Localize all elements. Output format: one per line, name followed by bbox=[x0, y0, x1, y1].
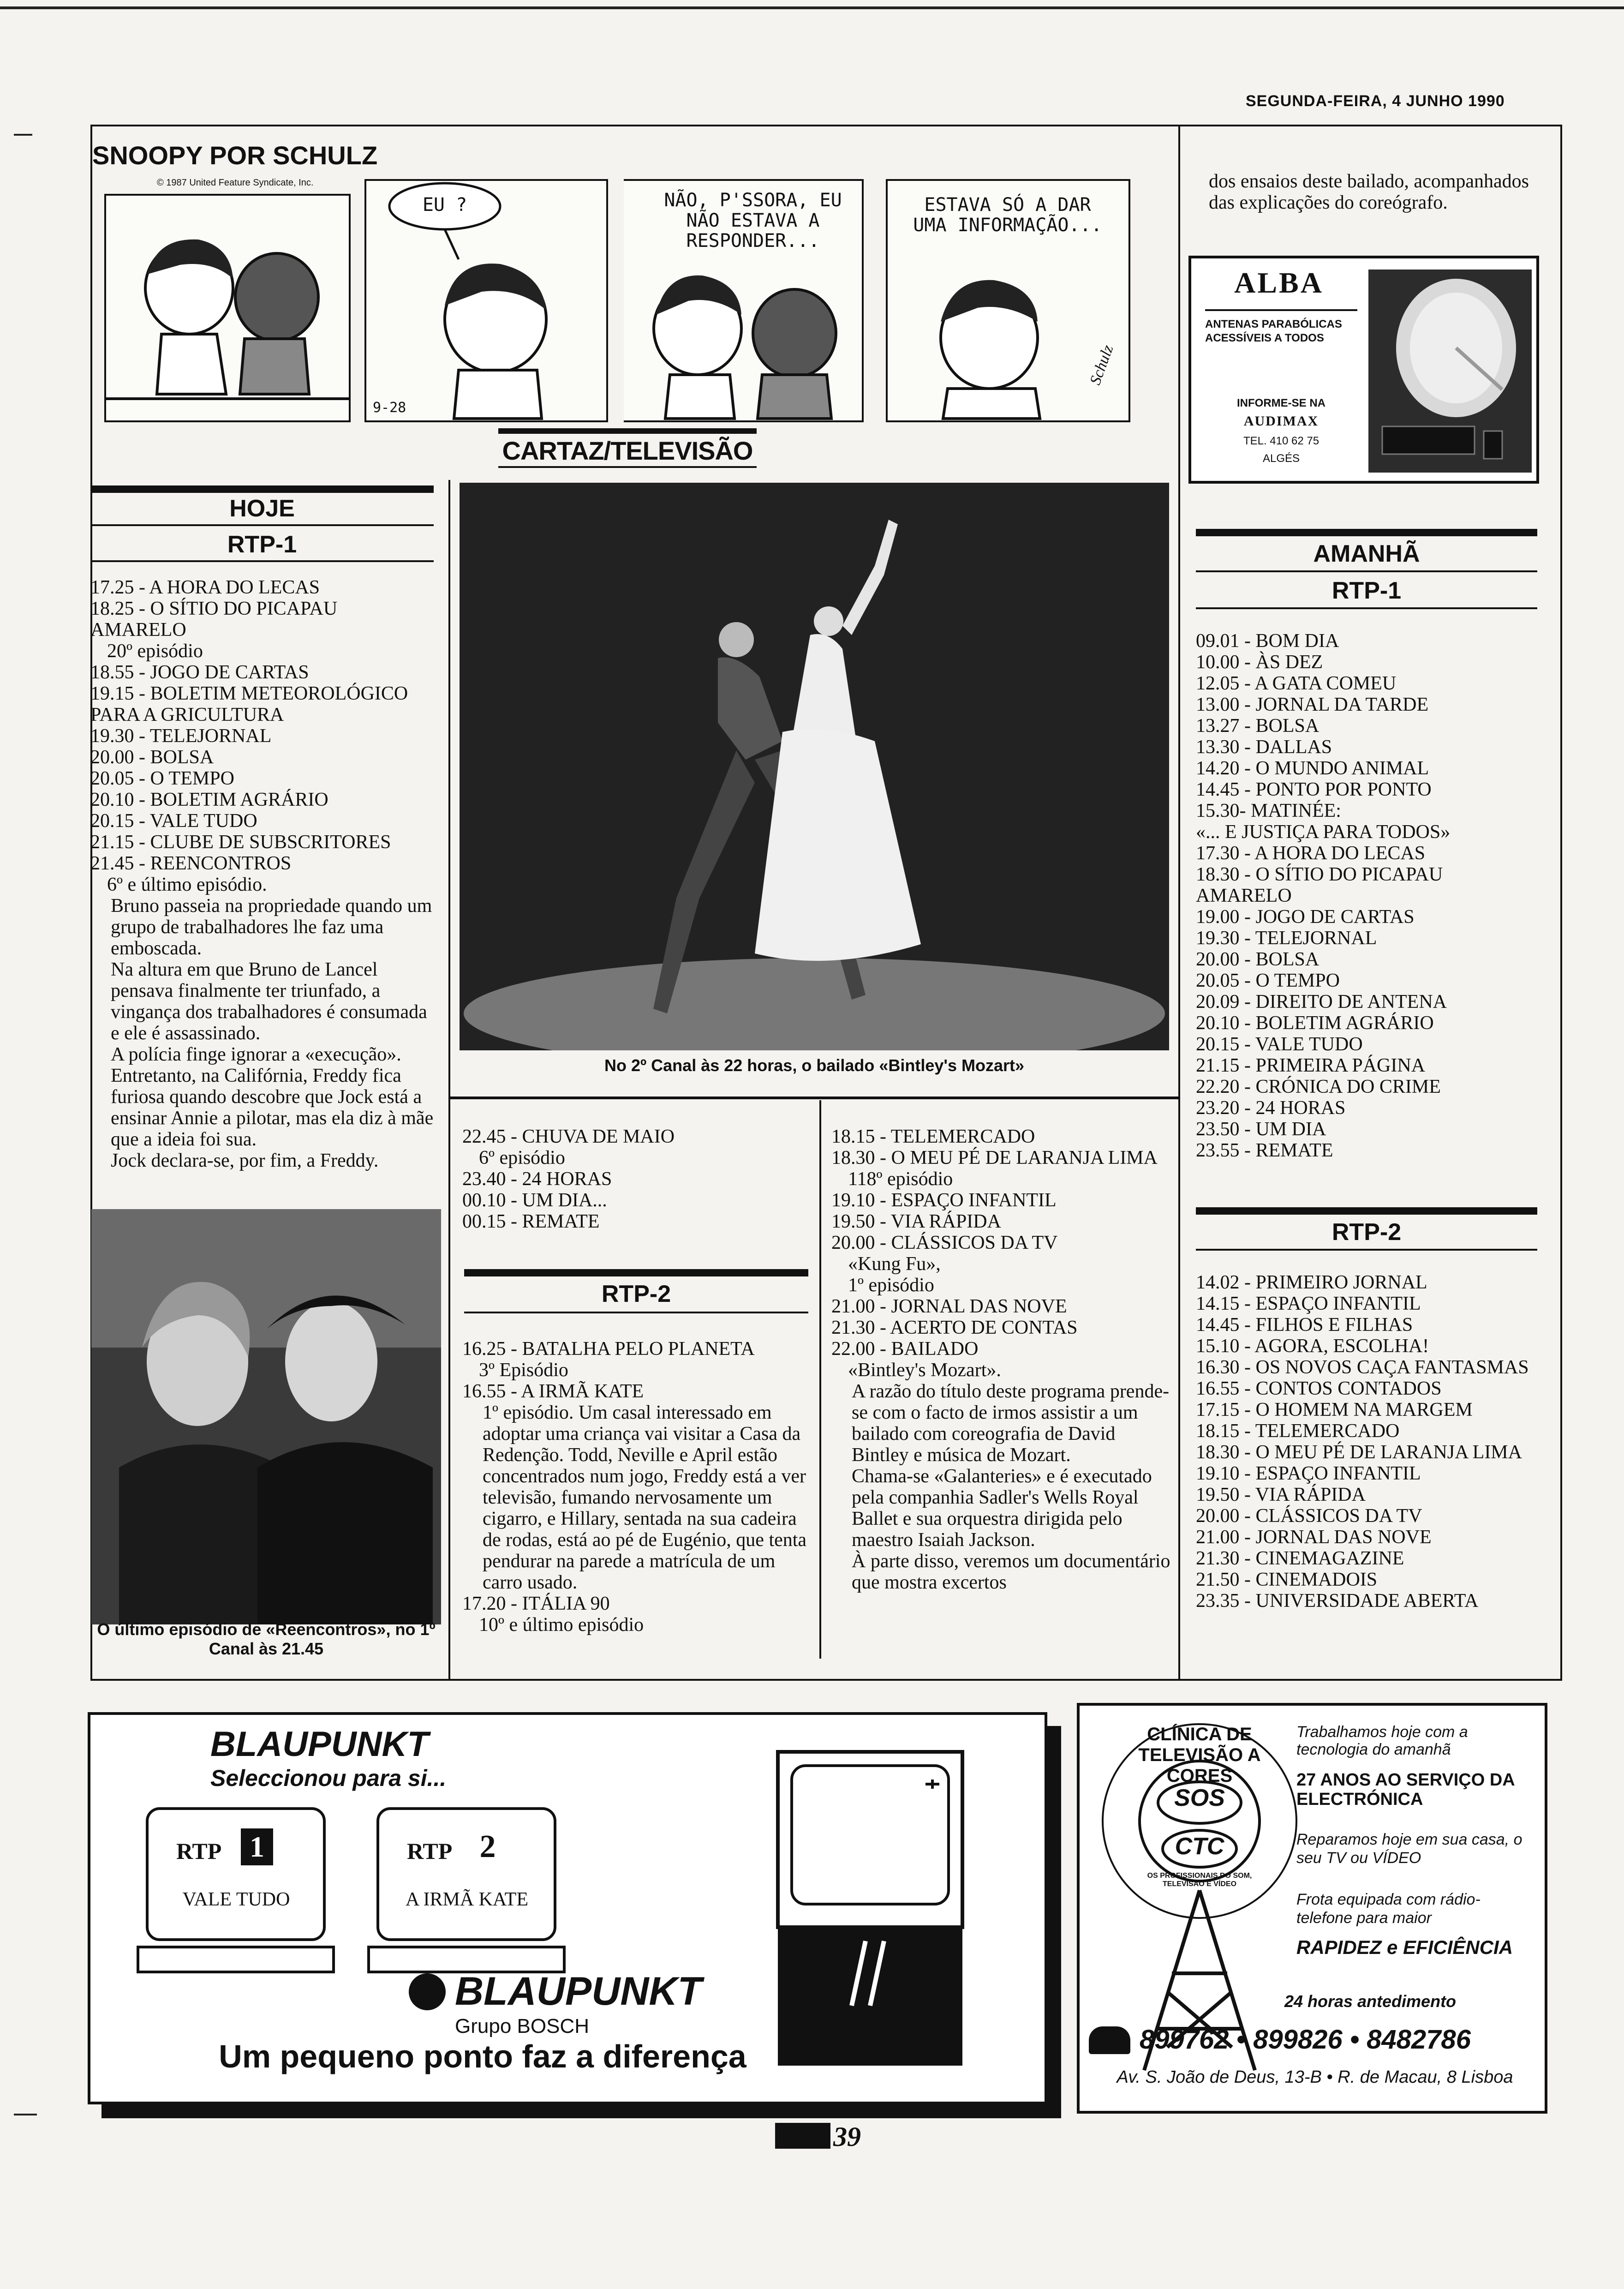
today-rtp1-item: 19.30 - TELEJORNAL bbox=[90, 725, 272, 747]
comic-panel-4-speech: ESTAVA SÓ A DAR UMA INFORMAÇÃO... bbox=[913, 194, 1102, 236]
tomorrow-rtp1-item: 12.05 - A GATA COMEU bbox=[1196, 673, 1397, 694]
tomorrow-rtp1-item: 21.15 - PRIMEIRA PÁGINA bbox=[1196, 1055, 1426, 1076]
telephone-icon bbox=[1089, 2026, 1130, 2054]
sos-line4: Frota equipada com rádio-telefone para maior bbox=[1296, 1891, 1481, 1927]
dl-logo bbox=[775, 2123, 830, 2149]
tomorrow-rtp2-item: 19.50 - VIA RÁPIDA bbox=[1196, 1484, 1366, 1505]
today-rtp2-cont-item: 118º episódio bbox=[848, 1168, 953, 1190]
tomorrow-rtp2-rule bbox=[1196, 1207, 1537, 1215]
tomorrow-rtp2-item: 17.15 - O HOMEM NA MARGEM bbox=[1196, 1399, 1473, 1420]
tv-1-number: 1 bbox=[241, 1828, 273, 1865]
comic-panel-3 bbox=[624, 179, 864, 422]
tomorrow-rtp1-item: 14.20 - O MUNDO ANIMAL bbox=[1196, 758, 1429, 779]
tomorrow-rtp2-item: 14.45 - FILHOS E FILHAS bbox=[1196, 1314, 1413, 1336]
today-rtp2-cont-item: 21.00 - JORNAL DAS NOVE bbox=[831, 1296, 1067, 1317]
today-rtp2-rule-2 bbox=[464, 1312, 808, 1313]
comic-copyright: © 1987 United Feature Syndicate, Inc. bbox=[157, 178, 314, 188]
tomorrow-rule bbox=[1196, 529, 1537, 536]
tv-2-channel: RTP bbox=[407, 1838, 453, 1864]
ballet-photo bbox=[460, 483, 1169, 1050]
today-rtp1-item: A polícia finge ignorar a «execução». bbox=[111, 1044, 401, 1065]
comic-panel-2 bbox=[364, 179, 608, 422]
tomorrow-rtp1-item: 23.55 - REMATE bbox=[1196, 1140, 1333, 1161]
today-rtp1-cont-item: 22.45 - CHUVA DE MAIO bbox=[462, 1126, 675, 1147]
today-rtp1-cont-list bbox=[462, 1126, 813, 1232]
today-rtp1-item: Na altura em que Bruno de Lancel pensava finalmente ter triunfado, a vingança dos trabalhadores é consumada e ele é assassinado. bbox=[111, 959, 427, 1044]
today-rtp1-cont-item: 23.40 - 24 HORAS bbox=[462, 1168, 612, 1190]
tomorrow-rtp2-item: 18.15 - TELEMERCADO bbox=[1196, 1420, 1400, 1442]
tomorrow-rtp1-item: 13.27 - BOLSA bbox=[1196, 715, 1320, 737]
tomorrow-rule-3 bbox=[1196, 607, 1537, 609]
sos-logo-bottom: CTC bbox=[1175, 1833, 1224, 1860]
blaupunkt-brand-bottom: BLAUPUNKT bbox=[455, 1969, 702, 2013]
tomorrow-rtp2-rule-2 bbox=[1196, 1249, 1537, 1251]
today-rtp1-cont-item: 00.15 - REMATE bbox=[462, 1211, 600, 1232]
today-rtp2-item: 3º Episódio bbox=[479, 1360, 568, 1381]
today-divider bbox=[448, 480, 450, 1681]
tomorrow-rtp1-item: 09.01 - BOM DIA bbox=[1196, 630, 1339, 652]
tv-1 bbox=[146, 1807, 326, 1941]
tomorrow-rtp2-item: 21.30 - CINEMAGAZINE bbox=[1196, 1548, 1404, 1569]
today-rtp1-cont-item: 00.10 - UM DIA... bbox=[462, 1190, 607, 1211]
today-rtp2-list bbox=[462, 1338, 813, 1636]
today-rtp2-cont-list bbox=[831, 1126, 1173, 1593]
today-rtp2-item: 17.20 - ITÁLIA 90 bbox=[462, 1593, 610, 1614]
tomorrow-rtp2-list bbox=[1196, 1272, 1542, 1612]
today-rtp2-cont-item: 1º episódio bbox=[848, 1275, 934, 1296]
today-rule-2 bbox=[90, 524, 434, 526]
today-rtp2-cont-item: À parte disso, veremos um documentário que mostra excertos bbox=[852, 1551, 1170, 1593]
today-rtp2-cont-item: 18.15 - TELEMERCADO bbox=[831, 1126, 1035, 1147]
blaupunkt-slogan: Um pequeno ponto faz a diferença bbox=[219, 2038, 746, 2074]
sos-ring-text: CLÍNICA DE TELEVISÃO A CORES bbox=[1138, 1724, 1261, 1786]
tomorrow-rtp1-item: 20.00 - BOLSA bbox=[1196, 949, 1320, 970]
tomorrow-rtp1-heading: RTP-1 bbox=[1331, 577, 1402, 604]
page-number: 39 bbox=[833, 2121, 861, 2152]
sos-address: Av. S. João de Deus, 13-B • R. de Macau, 8 Lisboa bbox=[1116, 2067, 1513, 2087]
dateline: SEGUNDA-FEIRA, 4 JUNHO 1990 bbox=[1246, 92, 1505, 110]
comic-panel-1 bbox=[104, 194, 351, 422]
today-rtp2-cont-item: 22.00 - BAILADO bbox=[831, 1338, 979, 1360]
comic-panel-2-speech: EU ? bbox=[422, 194, 467, 216]
tomorrow-rtp1-item: 18.30 - O SÍTIO DO PICAPAU AMARELO bbox=[1196, 864, 1443, 906]
sos-line6: 24 horas antedimento bbox=[1284, 1992, 1457, 2011]
today-rtp1-item: 19.15 - BOLETIM METEOROLÓGICO PARA A GRICULTURA bbox=[90, 683, 408, 725]
today-rtp1-item: 20º episódio bbox=[107, 641, 203, 662]
tomorrow-rtp1-item: 17.30 - A HORA DO LECAS bbox=[1196, 843, 1426, 864]
tomorrow-rtp2-item: 21.50 - CINEMADOIS bbox=[1196, 1569, 1378, 1590]
middle-rule bbox=[450, 1097, 1179, 1099]
tomorrow-rtp1-item: 19.00 - JOGO DE CARTAS bbox=[1196, 906, 1415, 928]
today-rtp2-cont-item: 21.30 - ACERTO DE CONTAS bbox=[831, 1317, 1078, 1338]
tv-2 bbox=[376, 1807, 556, 1941]
tomorrow-rtp2-heading: RTP-2 bbox=[1331, 1219, 1402, 1246]
col2-col3-divider bbox=[819, 1100, 821, 1659]
blaupunkt-headline: Seleccionou para si... bbox=[210, 1765, 447, 1791]
tomorrow-rtp2-item: 18.30 - O MEU PÉ DE LARANJA LIMA bbox=[1196, 1442, 1522, 1463]
today-rule-3 bbox=[90, 560, 434, 562]
today-rtp1-item: 20.10 - BOLETIM AGRÁRIO bbox=[90, 789, 328, 810]
today-rtp2-cont-item: A razão do título deste programa prende-se com o facto de irmos assistir a um bailado com coreografia de David Bintley e música de Mozart. bbox=[852, 1381, 1170, 1466]
section-rule-bottom bbox=[498, 466, 757, 468]
today-rtp1-item: 17.25 - A HORA DO LECAS bbox=[90, 577, 320, 598]
alba-place: ALGÉS bbox=[1262, 452, 1300, 465]
today-rtp1-item: 18.55 - JOGO DE CARTAS bbox=[90, 662, 309, 683]
today-rtp1-item: Entretanto, na Califórnia, Freddy fica furiosa quando descobre que Jock está a ensinar Annie a pilotar, mas ela diz à mãe que a ideia foi sua. bbox=[111, 1065, 434, 1150]
alba-phone: TEL. 410 62 75 bbox=[1243, 435, 1320, 447]
ballet-caption: No 2º Canal às 22 horas, o bailado «Bintley's Mozart» bbox=[604, 1056, 1024, 1075]
column-divider bbox=[1178, 125, 1180, 1681]
tomorrow-rtp1-item: 19.30 - TELEJORNAL bbox=[1196, 928, 1377, 949]
alba-ad bbox=[1188, 256, 1539, 484]
tomorrow-rtp2-item: 16.30 - OS NOVOS CAÇA FANTASMAS bbox=[1196, 1357, 1529, 1378]
sos-line3: Reparamos hoje em sua casa, o seu TV ou VÍDEO bbox=[1296, 1831, 1522, 1867]
alba-store: AUDIMAX bbox=[1243, 413, 1319, 429]
tomorrow-rtp1-item: 20.09 - DIREITO DE ANTENA bbox=[1196, 991, 1447, 1013]
today-rtp1-item: 21.45 - REENCONTROS bbox=[90, 853, 292, 874]
sos-line1: Trabalhamos hoje com a tecnologia do amanhã bbox=[1296, 1723, 1468, 1758]
reencontros-photo bbox=[91, 1209, 441, 1624]
today-rtp2-cont-item: «Kung Fu», bbox=[848, 1253, 941, 1275]
blaupunkt-brand-top: BLAUPUNKT bbox=[210, 1725, 429, 1764]
tomorrow-rtp1-item: 23.20 - 24 HORAS bbox=[1196, 1097, 1346, 1119]
sos-ctc-ad bbox=[1077, 1703, 1547, 2114]
blaupunkt-group: Grupo BOSCH bbox=[455, 2015, 589, 2037]
tomorrow-rtp1-list bbox=[1196, 630, 1542, 1161]
top-border bbox=[0, 6, 1624, 9]
today-rtp1-item: 20.15 - VALE TUDO bbox=[90, 810, 257, 832]
today-rtp1-item: 20.05 - O TEMPO bbox=[90, 768, 234, 789]
today-rtp2-cont-item: 19.50 - VIA RÁPIDA bbox=[831, 1211, 1001, 1232]
tomorrow-rtp1-item: 22.20 - CRÓNICA DO CRIME bbox=[1196, 1076, 1441, 1097]
tomorrow-rtp1-item: 15.30- MATINÉE: bbox=[1196, 800, 1341, 821]
tomorrow-rtp2-item: 20.00 - CLÁSSICOS DA TV bbox=[1196, 1505, 1422, 1527]
tv-1-program: VALE TUDO bbox=[182, 1889, 290, 1910]
tv-set-image bbox=[773, 1747, 967, 2070]
tv-2-number: 2 bbox=[472, 1828, 504, 1865]
tomorrow-rtp1-item: 14.45 - PONTO POR PONTO bbox=[1196, 779, 1432, 800]
reencontros-caption: O último episódio de «Reencontros», no 1º Canal às 21.45 bbox=[97, 1620, 436, 1658]
comic-panel-3-speech: NÃO, P'SSORA, EU NÃO ESTAVA A RESPONDER... bbox=[664, 190, 842, 252]
today-rtp1-heading: RTP-1 bbox=[227, 531, 297, 558]
today-rtp2-item: 16.55 - A IRMÃ KATE bbox=[462, 1381, 644, 1402]
alba-brand: ALBA bbox=[1234, 266, 1324, 299]
today-rtp1-item: 20.00 - BOLSA bbox=[90, 747, 214, 768]
section-rule bbox=[498, 428, 757, 434]
tomorrow-rule-2 bbox=[1196, 570, 1537, 572]
section-title: CARTAZ/TELEVISÃO bbox=[502, 436, 753, 465]
today-rule bbox=[90, 485, 434, 493]
today-heading: HOJE bbox=[229, 495, 295, 522]
satellite-dish-image bbox=[1368, 270, 1532, 473]
tomorrow-rtp2-item: 14.02 - PRIMEIRO JORNAL bbox=[1196, 1272, 1427, 1293]
tomorrow-rtp1-item: 13.00 - JORNAL DA TARDE bbox=[1196, 694, 1429, 715]
tomorrow-rtp1-item: 20.05 - O TEMPO bbox=[1196, 970, 1340, 991]
today-rtp2-cont-item: 20.00 - CLÁSSICOS DA TV bbox=[831, 1232, 1058, 1253]
tomorrow-rtp2-item: 15.10 - AGORA, ESCOLHA! bbox=[1196, 1336, 1429, 1357]
rtp2-continuation-text: dos ensaios deste bailado, acompanhados das explicações do coreógrafo. bbox=[1209, 171, 1529, 213]
tomorrow-rtp2-item: 16.55 - CONTOS CONTADOS bbox=[1196, 1378, 1442, 1399]
tomorrow-rtp1-item: 10.00 - ÀS DEZ bbox=[1196, 652, 1323, 673]
today-rtp2-cont-item: 19.10 - ESPAÇO INFANTIL bbox=[831, 1190, 1057, 1211]
sos-inner-ring: OS PROFISSIONAIS DO SOM, TELEVISÃO E VÍDEO bbox=[1147, 1872, 1252, 1888]
today-rtp1-item: Bruno passeia na propriedade quando um grupo de trabalhadores lhe faz uma emboscada. bbox=[111, 895, 432, 959]
tv-2-program: A IRMÃ KATE bbox=[405, 1889, 528, 1910]
blaupunkt-dot-icon bbox=[409, 1973, 446, 2010]
tomorrow-rtp1-item: 20.10 - BOLETIM AGRÁRIO bbox=[1196, 1013, 1434, 1034]
today-rtp2-item: 10º e último episódio bbox=[479, 1614, 644, 1636]
tomorrow-heading: AMANHÃ bbox=[1313, 540, 1420, 567]
tomorrow-rtp1-item: «... E JUSTIÇA PARA TODOS» bbox=[1196, 821, 1451, 843]
tomorrow-rtp2-item: 21.00 - JORNAL DAS NOVE bbox=[1196, 1527, 1432, 1548]
tomorrow-rtp1-item: 20.15 - VALE TUDO bbox=[1196, 1034, 1363, 1055]
today-rtp2-item: 16.25 - BATALHA PELO PLANETA bbox=[462, 1338, 755, 1360]
tv-1-channel: RTP bbox=[176, 1838, 222, 1864]
today-rtp2-cont-item: «Bintley's Mozart». bbox=[848, 1360, 1001, 1381]
comic-panel-4 bbox=[886, 179, 1130, 422]
today-rtp2-item: 1º episódio. Um casal interessado em adoptar uma criança vai visitar a Casa da Redenção. Todd, Neville e April estão concentrados num jogo, Freddy está a ver televisão, fumando nervosamente um cigarro, e Hillary, sentada na sua cadeira de rodas, está ao pé de Eugénio, que tenta pendurar na parede a matrícula de um carro usado. bbox=[483, 1402, 807, 1593]
today-rtp1-item: 18.25 - O SÍTIO DO PICAPAU AMARELO bbox=[90, 598, 338, 641]
today-rtp1-item: 6º e último episódio. bbox=[107, 874, 267, 895]
today-rtp2-cont-item: 18.30 - O MEU PÉ DE LARANJA LIMA bbox=[831, 1147, 1158, 1168]
sos-logo-top: SOS bbox=[1174, 1785, 1225, 1811]
sos-phones: 899762 • 899826 • 8482786 bbox=[1140, 2025, 1471, 2055]
comic-signature: Schulz bbox=[1087, 342, 1117, 387]
today-rtp2-rule bbox=[464, 1269, 808, 1276]
tomorrow-rtp1-item: 13.30 - DALLAS bbox=[1196, 737, 1332, 758]
today-rtp1-list bbox=[90, 577, 436, 1171]
tomorrow-rtp2-item: 19.10 - ESPAÇO INFANTIL bbox=[1196, 1463, 1421, 1484]
comic-date-mark: 9-28 bbox=[373, 400, 406, 416]
today-rtp1-cont-item: 6º episódio bbox=[479, 1147, 565, 1168]
sos-line5: RAPIDEZ e EFICIÊNCIA bbox=[1296, 1936, 1513, 1958]
blaupunkt-ad bbox=[88, 1712, 1047, 2104]
sos-line2: 27 ANOS AO SERVIÇO DA ELECTRÓNICA bbox=[1296, 1770, 1515, 1809]
tv-1-base bbox=[137, 1946, 335, 1973]
today-rtp2-cont-item: Chama-se «Galanteries» e é executado pela companhia Sadler's Wells Royal Ballet e sua orquestra dirigida pelo maestro Isaiah Jackson. bbox=[852, 1466, 1152, 1551]
comic-title: SNOOPY POR SCHULZ bbox=[92, 141, 378, 170]
today-rtp2-heading: RTP-2 bbox=[601, 1281, 671, 1307]
today-rtp1-item: Jock declara-se, por fim, a Freddy. bbox=[111, 1150, 379, 1171]
alba-info: INFORME-SE NA bbox=[1237, 397, 1325, 409]
tomorrow-rtp1-item: 23.50 - UM DIA bbox=[1196, 1119, 1326, 1140]
today-rtp1-item: 21.15 - CLUBE DE SUBSCRITORES bbox=[90, 832, 391, 853]
tomorrow-rtp2-item: 14.15 - ESPAÇO INFANTIL bbox=[1196, 1293, 1421, 1314]
tomorrow-rtp2-item: 23.35 - UNIVERSIDADE ABERTA bbox=[1196, 1590, 1479, 1612]
alba-tagline: ANTENAS PARABÓLICAS ACESSÍVEIS A TODOS bbox=[1205, 318, 1342, 344]
